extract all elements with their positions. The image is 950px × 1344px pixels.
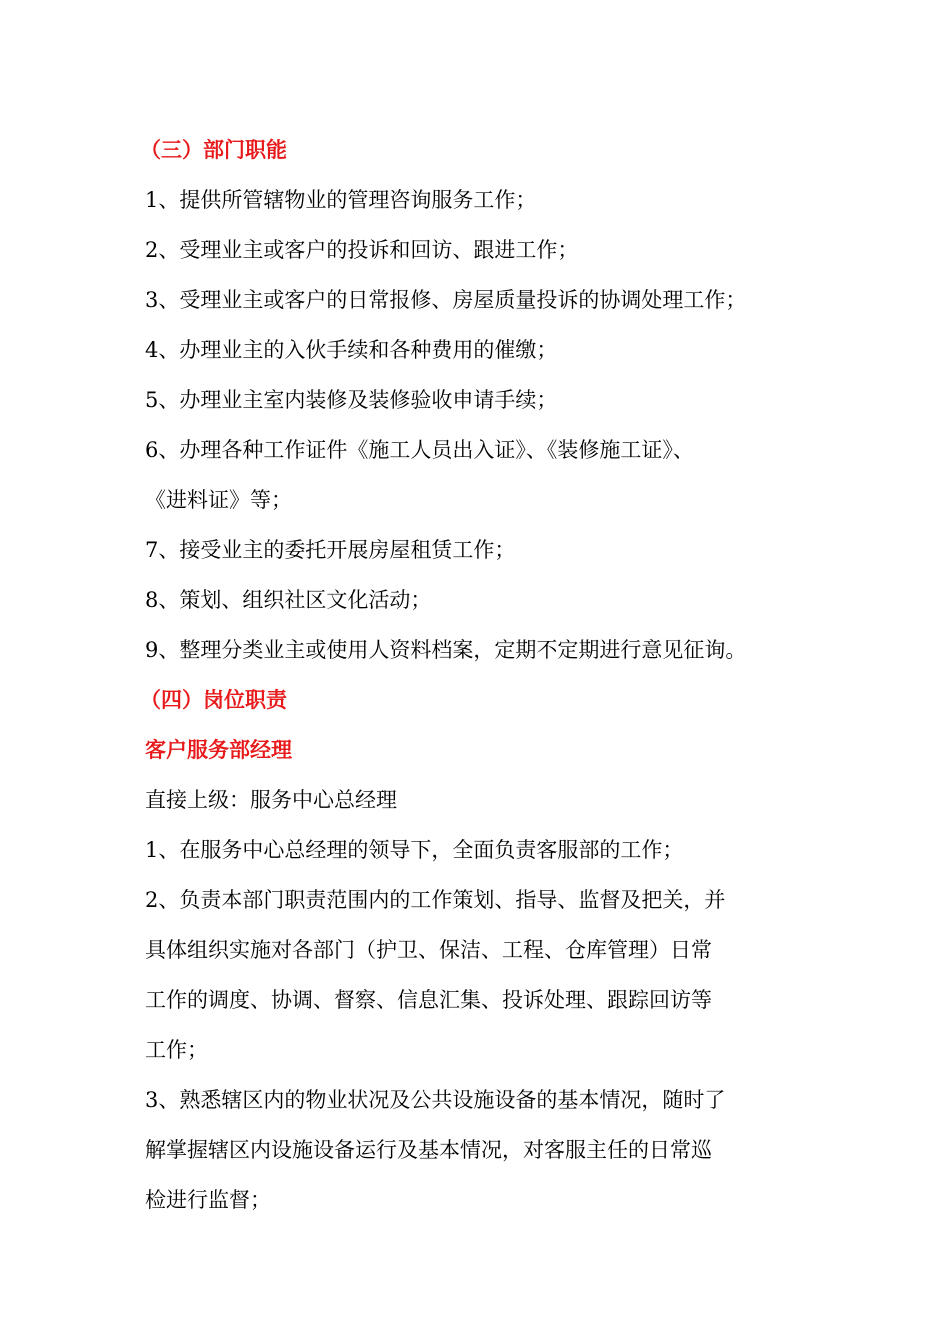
- function-item-6-continued: 《进料证》等；: [145, 488, 292, 512]
- function-item-5: 5、办理业主室内装修及装修验收申请手续；: [145, 388, 558, 412]
- function-item-1: 1、提供所管辖物业的管理咨询服务工作；: [145, 188, 537, 212]
- duty-item-2-line-3: 工作的调度、协调、督察、信息汇集、投诉处理、跟踪回访等: [145, 988, 712, 1012]
- duty-item-2-line-4: 工作；: [145, 1038, 208, 1062]
- duty-item-2-line-2: 具体组织实施对各部门（护卫、保洁、工程、仓库管理）日常: [145, 938, 712, 962]
- duty-item-3-line-2: 解掌握辖区内设施设备运行及基本情况，对客服主任的日常巡: [145, 1138, 712, 1162]
- section-heading-department-functions: （三）部门职能: [140, 138, 287, 162]
- direct-superior: 直接上级：服务中心总经理: [145, 788, 397, 812]
- duty-item-1: 1、在服务中心总经理的领导下，全面负责客服部的工作；: [145, 838, 684, 862]
- function-item-8: 8、策划、组织社区文化活动；: [145, 588, 432, 612]
- section-heading-job-responsibilities: （四）岗位职责: [140, 688, 287, 712]
- function-item-7: 7、接受业主的委托开展房屋租赁工作；: [145, 538, 516, 562]
- role-title: 客户服务部经理: [145, 738, 292, 762]
- duty-item-3-line-3: 检进行监督；: [145, 1188, 271, 1212]
- function-item-6: 6、办理各种工作证件《施工人员出入证》、《装修施工证》、: [145, 438, 694, 462]
- function-item-3: 3、受理业主或客户的日常报修、房屋质量投诉的协调处理工作；: [145, 288, 747, 312]
- function-item-9: 9、整理分类业主或使用人资料档案，定期不定期进行意见征询。: [145, 638, 747, 662]
- duty-item-2-line-1: 2、负责本部门职责范围内的工作策划、指导、监督及把关，并: [145, 888, 726, 912]
- duty-item-3-line-1: 3、熟悉辖区内的物业状况及公共设施设备的基本情况，随时了: [145, 1088, 726, 1112]
- function-item-2: 2、受理业主或客户的投诉和回访、跟进工作；: [145, 238, 579, 262]
- function-item-4: 4、办理业主的入伙手续和各种费用的催缴；: [145, 338, 558, 362]
